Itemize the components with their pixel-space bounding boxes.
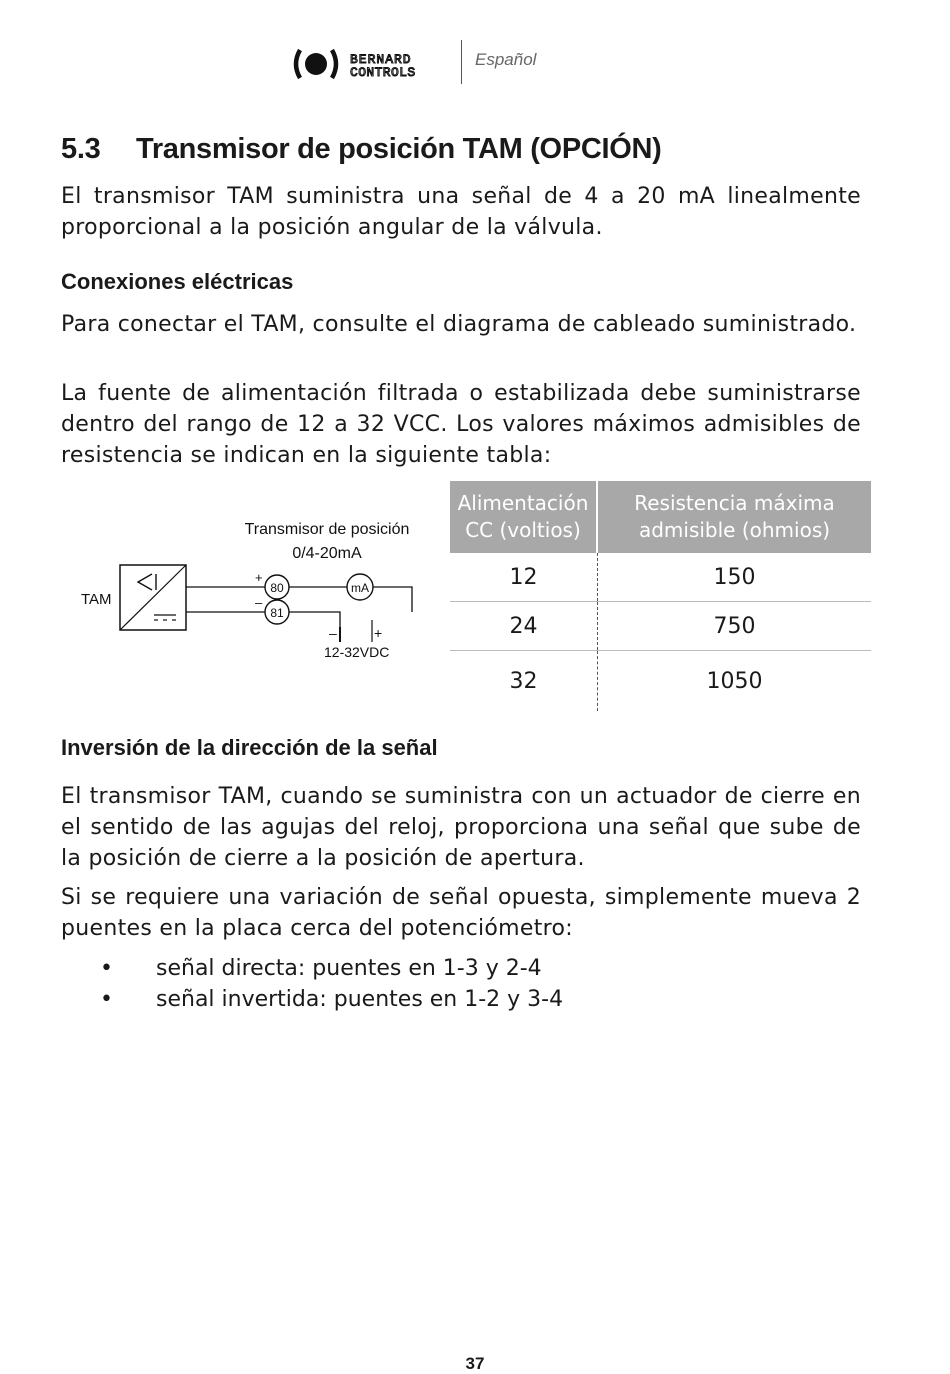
header-cell-voltage: Alimentación CC (voltios) xyxy=(450,481,598,553)
jumper-list xyxy=(100,953,563,1015)
brand-line2: CONTROLS xyxy=(350,65,416,80)
table-cell: 1050 xyxy=(706,668,763,694)
resistance-table xyxy=(450,481,871,711)
header-divider xyxy=(461,40,462,84)
intro-paragraph: El transmisor TAM suministra una señal de 4 a 20 mA linealmente proporcional a la posición angular de la válvula. xyxy=(61,184,861,240)
minus-sign: – xyxy=(255,595,263,610)
page-number: 37 xyxy=(465,1354,485,1373)
list-item: • señal invertida: puentes en 1-2 y 3-4 xyxy=(100,984,563,1015)
connections-heading: Conexiones eléctricas xyxy=(61,269,294,294)
svg-text:–: – xyxy=(329,625,337,641)
table-row xyxy=(450,651,871,711)
table-cell: 150 xyxy=(713,564,756,590)
plus-sign: + xyxy=(255,570,263,585)
diagram-title-line2: 0/4-20mA xyxy=(292,545,362,562)
connections-paragraph-2: La fuente de alimentación filtrada o estabilizada debe suministrarse dentro del rango de 12 a 32 VCC. Los valores máximos admisibles de resistencia se indican en la siguiente tabla: xyxy=(61,381,861,468)
list-item: • señal directa: puentes en 1-3 y 2-4 xyxy=(100,953,563,984)
inversion-heading: Inversión de la dirección de la señal xyxy=(61,735,438,760)
svg-text:mA: mA xyxy=(351,581,369,595)
header-cell-resistance: Resistencia máxima admisible (ohmios) xyxy=(634,491,835,542)
diagram-title-line1: Transmisor de posición xyxy=(244,521,410,538)
inversion-paragraph-2: Si se requiere una variación de señal opuesta, simplemente mueva 2 puentes en la placa cerca del potenciómetro: xyxy=(61,885,861,941)
table-cell: 750 xyxy=(713,613,756,639)
table-row xyxy=(450,602,871,651)
bernard-controls-logo xyxy=(292,44,452,84)
table-cell: 12 xyxy=(450,553,598,601)
connections-paragraph-1: Para conectar el TAM, consulte el diagrama de cableado suministrado. xyxy=(61,312,857,337)
tam-label: TAM xyxy=(81,591,112,608)
svg-text:80: 80 xyxy=(270,581,284,595)
brand-line1: BERNARD xyxy=(350,52,412,67)
bullet-icon: • xyxy=(100,987,113,1012)
wiring-diagram xyxy=(72,512,452,662)
table-header-row xyxy=(450,481,871,553)
svg-text:81: 81 xyxy=(270,606,284,620)
transmitter-diagonal xyxy=(120,565,186,630)
transmitter-output-symbol xyxy=(138,574,152,590)
table-cell: 24 xyxy=(450,602,598,650)
table-cell: 32 xyxy=(450,651,598,711)
section-number: 5.3 xyxy=(61,133,101,165)
supply-voltage-label: 12-32VDC xyxy=(324,644,390,660)
bullet-icon: • xyxy=(100,956,113,981)
svg-text:+: + xyxy=(374,625,383,641)
section-title: Transmisor de posición TAM (OPCIÓN) xyxy=(136,133,662,165)
table-row xyxy=(450,553,871,602)
inversion-paragraph-1: El transmisor TAM, cuando se suministra con un actuador de cierre en el sentido de las agujas del reloj, proporciona una señal que sube de la posición de cierre a la posición de apertura. xyxy=(61,784,861,871)
language-label: Español xyxy=(475,50,537,69)
